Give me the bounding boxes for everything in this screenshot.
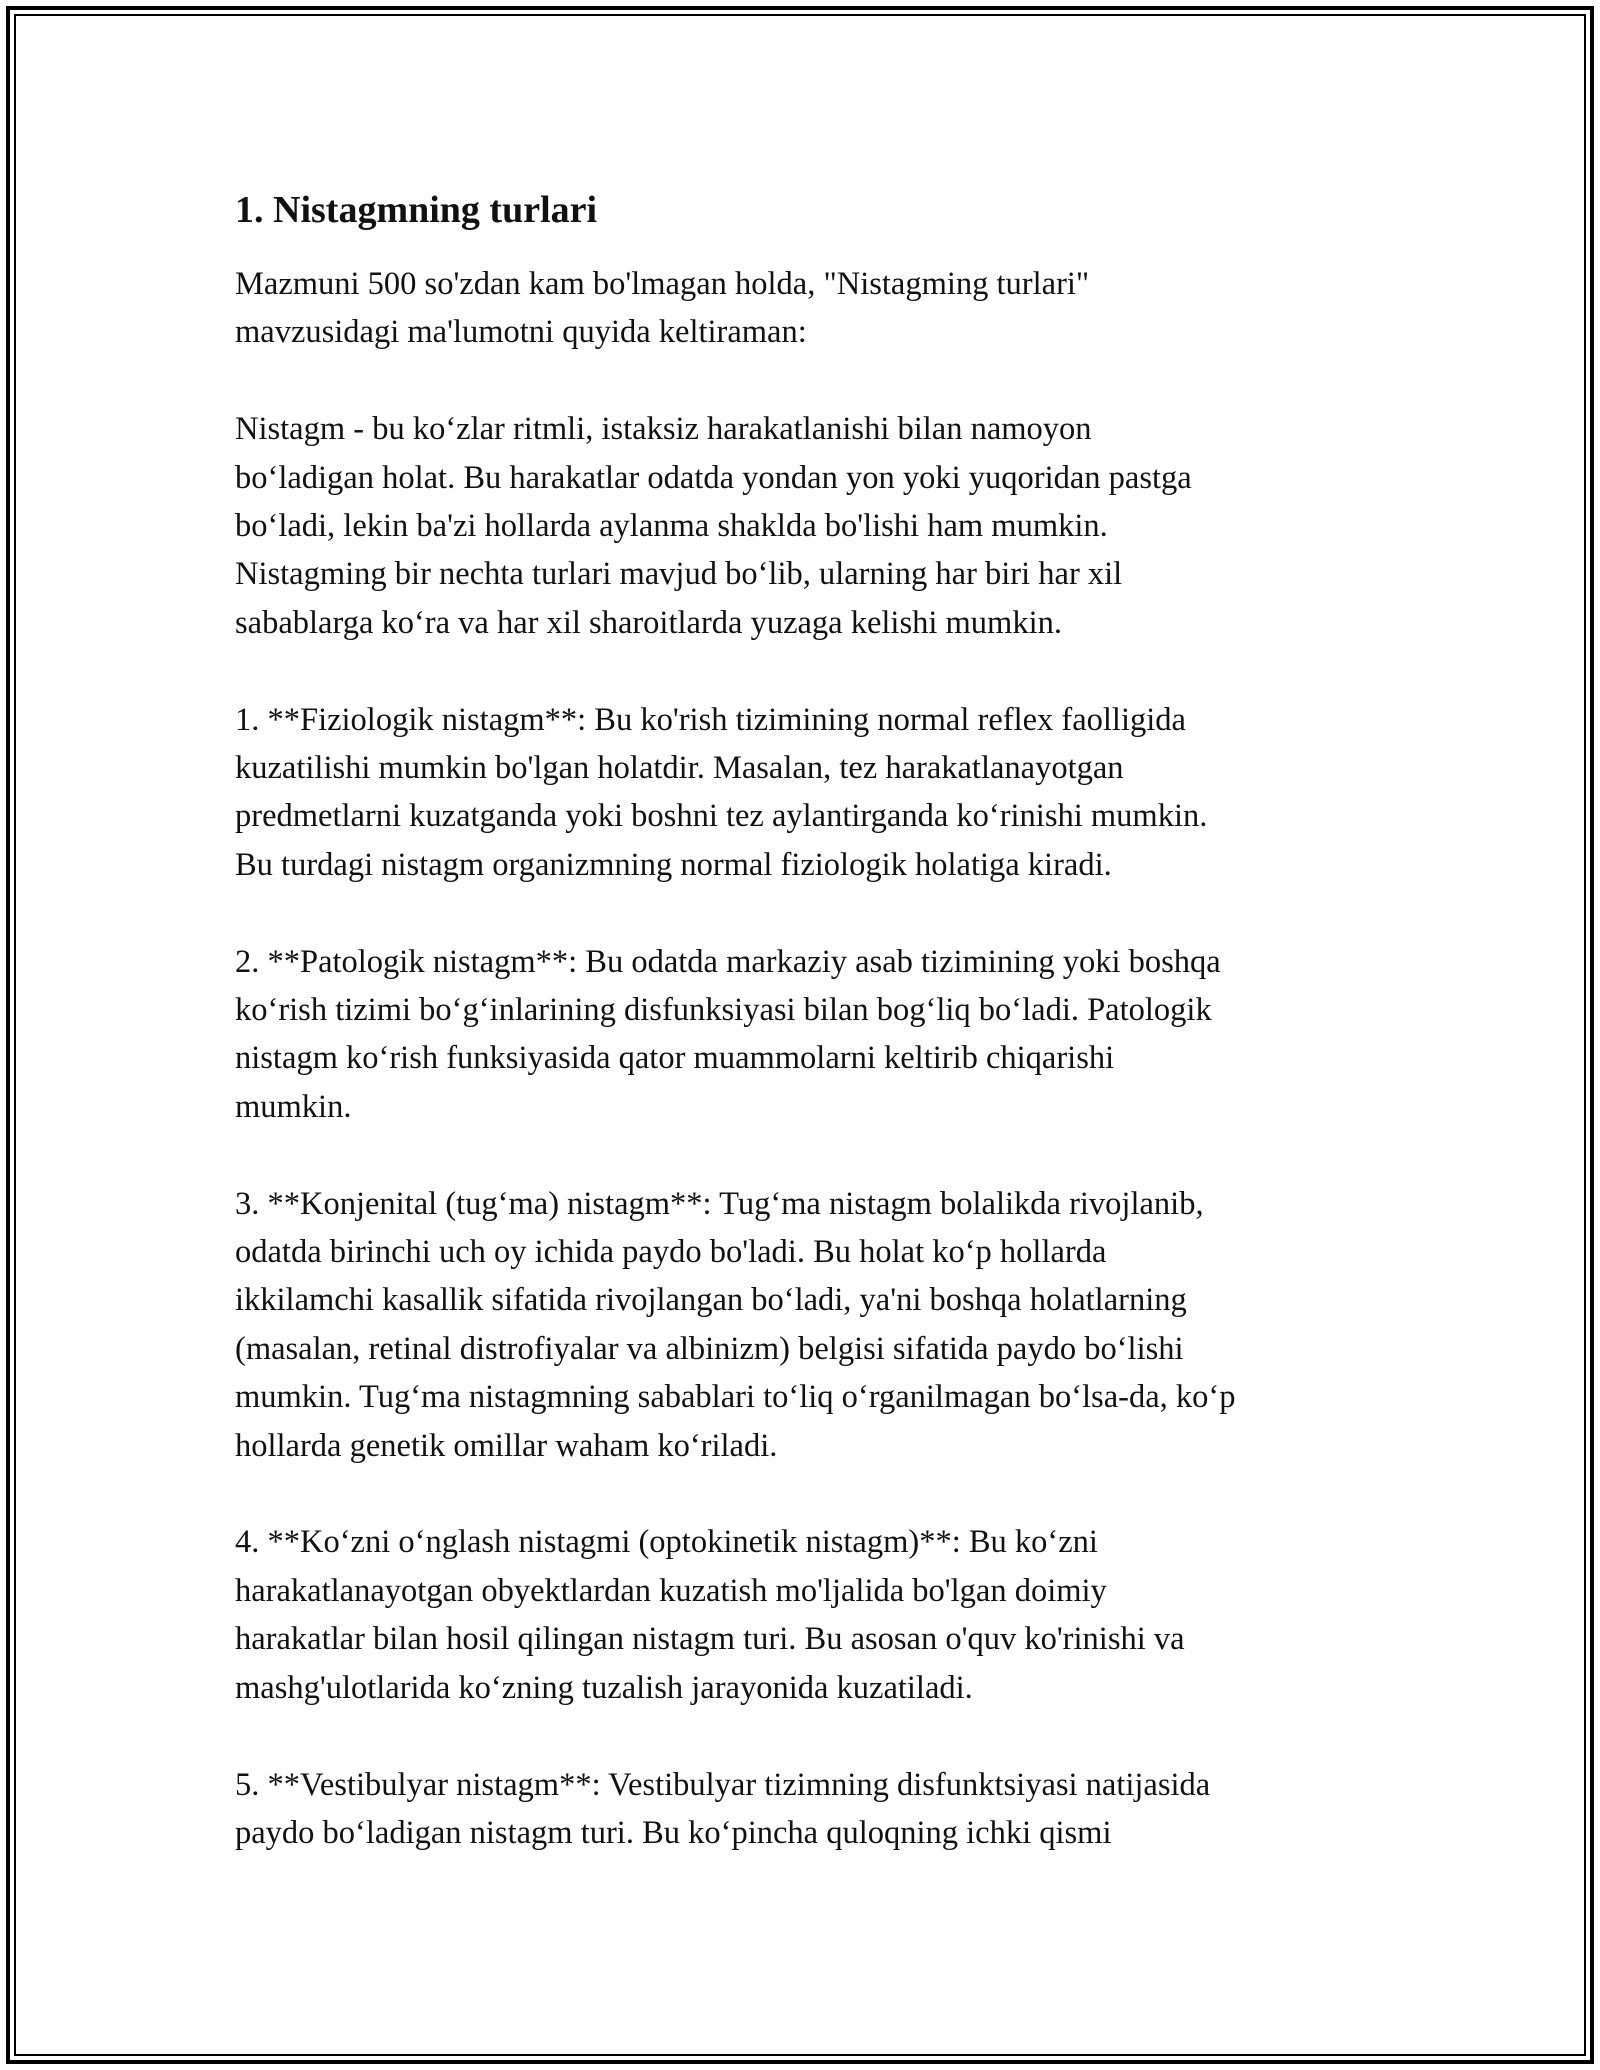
text-line: (masalan, retinal distrofiyalar va albinizm) belgisi sifatida paydo bo‘lishi bbox=[235, 1330, 1184, 1367]
paragraph-item-2 bbox=[235, 938, 1385, 1132]
text-line: harakatlanayotgan obyektlardan kuzatish mo'ljalida bo'lgan doimiy bbox=[235, 1572, 1107, 1609]
paragraph-item-1 bbox=[235, 696, 1385, 890]
text-line: 1. **Fiziologik nistagm**: Bu ko'rish tizimining normal reflex faolligida bbox=[235, 701, 1186, 738]
text-line: bo‘ladi, lekin ba'zi hollarda aylanma shaklda bo'lishi ham mumkin. bbox=[235, 508, 1108, 545]
text-line: ko‘rish tizimi bo‘g‘inlarining disfunksiyasi bilan bog‘liq bo‘ladi. Patologik bbox=[235, 992, 1212, 1029]
text-line: predmetlarni kuzatganda yoki boshni tez aylantirganda ko‘rinishi mumkin. bbox=[235, 798, 1208, 835]
text-line: odatda birinchi uch oy ichida paydo bo'ladi. Bu holat ko‘p hollarda bbox=[235, 1234, 1107, 1271]
text-line: 2. **Patologik nistagm**: Bu odatda markaziy asab tizimining yoki boshqa bbox=[235, 943, 1221, 980]
text-line: Nistagm - bu ko‘zlar ritmli, istaksiz harakatlanishi bilan namoyon bbox=[235, 411, 1092, 448]
paragraph-item-3 bbox=[235, 1180, 1385, 1470]
text-line: 4. **Ko‘zni o‘nglash nistagmi (optokinetik nistagm)**: Bu ko‘zni bbox=[235, 1524, 1098, 1561]
text-line: bo‘ladigan holat. Bu harakatlar odatda yondan yon yoki yuqoridan pastga bbox=[235, 459, 1192, 496]
paragraph-item-5 bbox=[235, 1761, 1385, 1858]
text-line: hollarda genetik omillar waham ko‘riladi. bbox=[235, 1427, 778, 1464]
text-line: paydo bo‘ladigan nistagm turi. Bu ko‘pincha quloqning ichki qismi bbox=[235, 1814, 1112, 1851]
paragraph-definition bbox=[235, 405, 1385, 647]
text-line: sabablarga ko‘ra va har xil sharoitlarda yuzaga kelishi mumkin. bbox=[235, 604, 1062, 641]
text-line: ikkilamchi kasallik sifatida rivojlangan bo‘ladi, ya'ni boshqa holatlarning bbox=[235, 1282, 1187, 1319]
text-line: mumkin. Tug‘ma nistagmning sabablari to‘liq o‘rganilmagan bo‘lsa-da, ko‘p bbox=[235, 1379, 1236, 1416]
text-line: mashg'ulotlarida ko‘zning tuzalish jarayonida kuzatiladi. bbox=[235, 1669, 973, 1706]
document-body bbox=[235, 186, 1385, 1906]
text-line: Mazmuni 500 so'zdan kam bo'lmagan holda, "Nistagming turlari" bbox=[235, 266, 1090, 302]
text-line: nistagm ko‘rish funksiyasida qator muammolarni keltirib chiqarishi bbox=[235, 1040, 1115, 1077]
text-line: Nistagming bir nechta turlari mavjud bo‘lib, ularning har biri har xil bbox=[235, 556, 1123, 593]
text-line: harakatlar bilan hosil qilingan nistagm turi. Bu asosan o'quv ko'rinishi va bbox=[235, 1621, 1185, 1658]
text-line: kuzatilishi mumkin bo'lgan holatdir. Masalan, tez harakatlanayotgan bbox=[235, 750, 1124, 787]
text-line: mavzusidagi ma'lumotni quyida keltiraman: bbox=[235, 314, 807, 351]
text-line: 3. **Konjenital (tug‘ma) nistagm**: Tug‘ma nistagm bolalikda rivojlanib, bbox=[235, 1185, 1204, 1222]
paragraph-item-4 bbox=[235, 1518, 1385, 1712]
text-line: Bu turdagi nistagm organizmning normal fiziologik holatiga kiradi. bbox=[235, 846, 1112, 883]
text-line: mumkin. bbox=[235, 1088, 352, 1125]
text-line: 5. **Vestibulyar nistagm**: Vestibulyar tizimning disfunktsiyasi natijasida bbox=[235, 1766, 1211, 1803]
paragraph-intro bbox=[235, 260, 1385, 357]
document-title: 1. Nistagmning turlari bbox=[235, 189, 598, 231]
